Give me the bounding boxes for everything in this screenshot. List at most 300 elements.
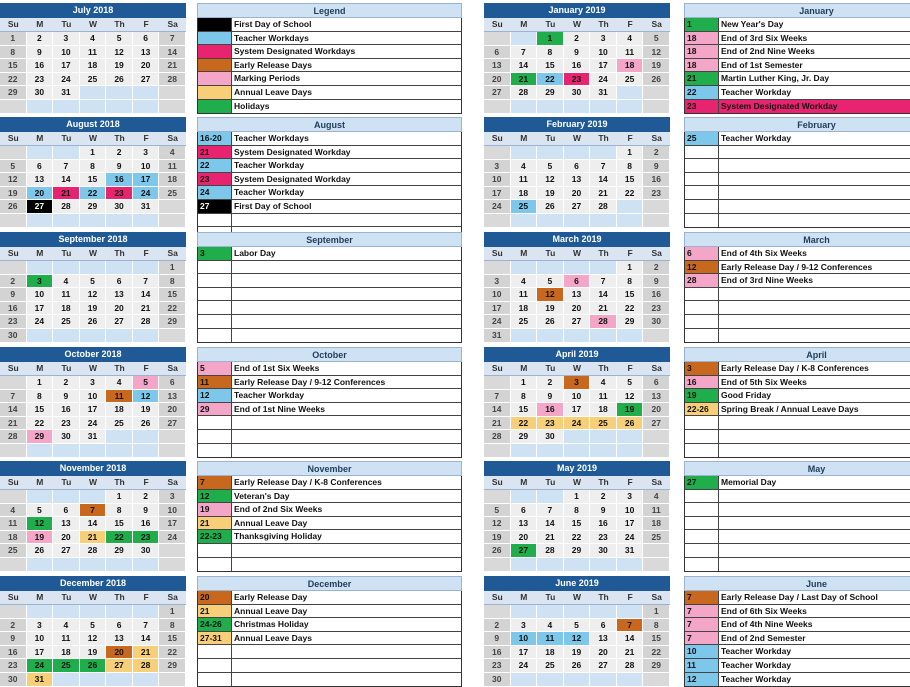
day-cell: 11	[617, 46, 644, 60]
day-cell-highlighted: 23	[564, 73, 591, 87]
event-date: 7	[198, 476, 232, 489]
day-cell: 12	[106, 46, 133, 60]
day-cell-highlighted: 21	[133, 646, 160, 660]
event-row	[685, 45, 910, 59]
day-cell: 5	[80, 619, 107, 633]
empty-day-cell	[643, 100, 670, 114]
day-cell: 16	[0, 646, 27, 660]
day-cell: 14	[80, 517, 107, 531]
weekday-label: F	[617, 476, 644, 490]
day-cell: 30	[53, 430, 80, 444]
event-row	[198, 72, 461, 86]
events-month-title: February	[684, 117, 910, 132]
event-row	[685, 159, 910, 173]
day-cell: 10	[53, 46, 80, 60]
weekday-label: M	[27, 591, 54, 605]
day-cell: 4	[80, 32, 107, 46]
day-cell: 23	[53, 417, 80, 431]
event-label: Good Friday	[721, 390, 772, 401]
day-cell: 23	[0, 659, 27, 673]
events-list	[197, 132, 462, 242]
event-row	[198, 301, 461, 315]
empty-day-cell	[511, 558, 538, 572]
event-date: 23	[685, 100, 719, 114]
day-cell: 21	[484, 417, 511, 431]
day-cell: 8	[643, 619, 670, 633]
empty-day-cell	[133, 86, 160, 100]
event-label: Teacher Workday	[721, 673, 792, 684]
weekday-label: W	[80, 362, 107, 376]
event-date: 22	[685, 86, 719, 99]
day-cell: 28	[484, 430, 511, 444]
day-cell: 9	[53, 390, 80, 404]
event-date	[685, 444, 719, 458]
event-label: Teacher Workday	[721, 659, 792, 670]
event-label	[232, 645, 461, 658]
weekday-label: Th	[106, 132, 133, 146]
day-cell: 19	[643, 59, 670, 73]
empty-day-cell	[159, 444, 186, 458]
day-cell: 15	[27, 403, 54, 417]
empty-day-cell	[133, 261, 160, 275]
empty-day-cell	[106, 100, 133, 114]
weekday-label: M	[27, 247, 54, 261]
empty-day-cell	[80, 261, 107, 275]
month-title: September 2018	[0, 232, 186, 247]
weekday-label: F	[617, 591, 644, 605]
day-cell: 31	[80, 430, 107, 444]
event-row	[198, 503, 461, 517]
day-cell: 24	[159, 531, 186, 545]
day-cell: 26	[27, 544, 54, 558]
day-cell-highlighted: 21	[511, 73, 538, 87]
month-title: April 2019	[484, 347, 670, 362]
events-panel	[197, 576, 462, 687]
day-cell: 13	[564, 288, 591, 302]
events-panel	[684, 347, 910, 458]
day-cell: 19	[0, 187, 27, 201]
day-cell: 2	[53, 376, 80, 390]
day-cell: 6	[643, 376, 670, 390]
weekday-label: Su	[484, 132, 511, 146]
day-cell: 14	[159, 46, 186, 60]
day-cell: 17	[27, 646, 54, 660]
event-label	[232, 261, 461, 274]
empty-day-cell	[643, 558, 670, 572]
empty-day-cell	[511, 100, 538, 114]
event-row	[685, 86, 910, 100]
empty-day-cell	[564, 605, 591, 619]
event-row	[198, 645, 461, 659]
weekday-label: F	[617, 362, 644, 376]
day-cell: 15	[617, 288, 644, 302]
month-calendar	[0, 347, 186, 458]
day-cell: 6	[133, 32, 160, 46]
day-cell: 23	[27, 73, 54, 87]
legend-swatch	[198, 100, 232, 114]
events-month-title: March	[684, 232, 910, 247]
event-label	[719, 544, 910, 557]
day-cell: 1	[0, 32, 27, 46]
event-label	[719, 517, 910, 530]
weekday-label: Su	[0, 362, 27, 376]
day-cell: 15	[643, 632, 670, 646]
weekday-label: Su	[0, 476, 27, 490]
day-cell: 3	[617, 490, 644, 504]
event-date: 28	[685, 274, 719, 287]
empty-day-cell	[159, 100, 186, 114]
day-cell: 3	[80, 376, 107, 390]
day-cell: 28	[159, 73, 186, 87]
day-cell: 13	[159, 390, 186, 404]
day-cell: 17	[564, 403, 591, 417]
empty-day-cell	[643, 200, 670, 214]
day-cell: 8	[159, 275, 186, 289]
empty-day-cell	[159, 430, 186, 444]
day-cell: 18	[537, 646, 564, 660]
event-row	[685, 558, 910, 572]
empty-day-cell	[106, 86, 133, 100]
day-cell: 14	[617, 632, 644, 646]
day-cell: 5	[484, 504, 511, 518]
weekday-label: Tu	[537, 247, 564, 261]
event-row	[198, 558, 461, 572]
events-month-title: August	[197, 117, 462, 132]
events-panel	[197, 347, 462, 458]
empty-day-cell	[537, 605, 564, 619]
event-label	[719, 490, 910, 503]
empty-day-cell	[617, 430, 644, 444]
day-cell: 9	[537, 390, 564, 404]
event-label	[719, 430, 910, 443]
day-grid	[0, 132, 186, 228]
month-title: January 2019	[484, 3, 670, 18]
empty-day-cell	[159, 200, 186, 214]
event-row	[198, 261, 461, 275]
event-date: 22-26	[685, 403, 719, 416]
empty-day-cell	[484, 32, 511, 46]
event-label: Memorial Day	[721, 477, 777, 487]
event-date	[198, 329, 232, 343]
weekday-label: W	[564, 18, 591, 32]
empty-day-cell	[53, 558, 80, 572]
legend-swatch	[198, 32, 232, 45]
day-cell-highlighted: 22	[80, 187, 107, 201]
event-label: End of 2nd Semester	[721, 632, 806, 643]
day-cell: 13	[511, 517, 538, 531]
day-cell: 7	[484, 390, 511, 404]
day-cell-highlighted: 23	[133, 531, 160, 545]
event-label	[719, 329, 910, 343]
day-cell: 2	[484, 619, 511, 633]
event-label	[719, 444, 910, 458]
event-label	[232, 444, 461, 458]
event-row	[685, 430, 910, 444]
weekday-label: Th	[590, 247, 617, 261]
event-date	[685, 159, 719, 172]
day-cell: 24	[80, 417, 107, 431]
day-cell: 5	[643, 32, 670, 46]
day-cell: 31	[484, 329, 511, 343]
day-cell: 10	[484, 173, 511, 187]
day-cell-highlighted: 23	[106, 187, 133, 201]
month-calendar	[0, 3, 186, 114]
day-cell-highlighted: 23	[537, 417, 564, 431]
day-cell: 25	[80, 73, 107, 87]
day-cell: 23	[590, 531, 617, 545]
weekday-label: M	[511, 362, 538, 376]
day-cell: 29	[159, 659, 186, 673]
day-cell: 14	[511, 59, 538, 73]
day-cell: 28	[80, 544, 107, 558]
event-label: End of 4th Nine Weeks	[721, 619, 813, 630]
day-cell: 6	[159, 376, 186, 390]
day-cell-highlighted: 5	[133, 376, 160, 390]
empty-day-cell	[564, 329, 591, 343]
weekday-label: Su	[484, 247, 511, 261]
event-label: Annual Leave Days	[234, 632, 312, 643]
day-cell-highlighted: 25	[590, 417, 617, 431]
day-cell: 28	[617, 659, 644, 673]
weekday-label: M	[27, 476, 54, 490]
weekday-label: F	[133, 591, 160, 605]
event-date: 29	[198, 403, 232, 416]
day-cell: 9	[564, 46, 591, 60]
day-cell: 10	[133, 160, 160, 174]
day-cell: 7	[537, 504, 564, 518]
day-cell: 15	[564, 517, 591, 531]
day-cell-highlighted: 31	[27, 673, 54, 687]
event-row	[685, 605, 910, 619]
day-cell: 18	[80, 59, 107, 73]
day-cell: 10	[159, 504, 186, 518]
month-calendar	[484, 3, 670, 114]
event-date: 7	[685, 632, 719, 645]
day-cell: 22	[617, 302, 644, 316]
day-cell: 27	[133, 73, 160, 87]
day-cell: 9	[643, 160, 670, 174]
day-cell: 2	[643, 261, 670, 275]
day-cell: 10	[617, 504, 644, 518]
day-cell-highlighted: 7	[617, 619, 644, 633]
empty-day-cell	[159, 86, 186, 100]
day-cell: 6	[590, 619, 617, 633]
day-cell: 26	[0, 200, 27, 214]
events-month-title: May	[684, 461, 910, 476]
event-label	[719, 200, 910, 213]
day-cell: 11	[53, 288, 80, 302]
weekday-label: Su	[484, 476, 511, 490]
event-row	[198, 86, 461, 100]
day-cell: 8	[617, 275, 644, 289]
day-cell: 27	[590, 659, 617, 673]
event-date: 7	[685, 618, 719, 631]
events-list	[684, 591, 910, 687]
events-list	[684, 132, 910, 228]
day-grid	[0, 476, 186, 572]
day-cell: 13	[133, 46, 160, 60]
day-cell: 16	[564, 59, 591, 73]
day-cell: 5	[106, 32, 133, 46]
event-label: End of 2nd Six Weeks	[234, 504, 323, 515]
day-cell: 19	[484, 531, 511, 545]
event-row	[685, 173, 910, 187]
event-label: Annual Leave Day	[234, 605, 308, 616]
day-cell: 12	[80, 632, 107, 646]
empty-day-cell	[0, 490, 27, 504]
empty-day-cell	[511, 32, 538, 46]
event-row	[198, 329, 461, 343]
day-cell: 1	[159, 605, 186, 619]
day-cell: 22	[0, 73, 27, 87]
weekday-label: Sa	[159, 476, 186, 490]
day-cell: 22	[159, 302, 186, 316]
weekday-label: Su	[0, 247, 27, 261]
empty-day-cell	[133, 444, 160, 458]
day-cell: 22	[27, 417, 54, 431]
day-cell: 7	[511, 46, 538, 60]
month-title: December 2018	[0, 576, 186, 591]
day-cell: 21	[617, 646, 644, 660]
day-grid	[484, 132, 670, 228]
event-label: Veteran's Day	[234, 490, 290, 501]
event-row	[685, 618, 910, 632]
weekday-label: F	[133, 362, 160, 376]
day-cell-highlighted: 20	[106, 646, 133, 660]
event-label: Martin Luther King, Jr. Day	[721, 73, 830, 84]
day-cell: 16	[590, 517, 617, 531]
day-cell: 8	[159, 619, 186, 633]
day-cell: 25	[617, 73, 644, 87]
empty-day-cell	[617, 673, 644, 687]
day-cell: 2	[133, 490, 160, 504]
event-date: 19	[198, 503, 232, 516]
day-cell: 20	[159, 403, 186, 417]
empty-day-cell	[53, 100, 80, 114]
empty-day-cell	[27, 444, 54, 458]
legend-label: Early Release Days	[232, 59, 461, 72]
empty-day-cell	[133, 329, 160, 343]
event-date: 25	[685, 132, 719, 145]
event-date: 27	[685, 476, 719, 489]
day-cell: 9	[0, 632, 27, 646]
day-cell: 17	[53, 59, 80, 73]
day-cell: 26	[537, 315, 564, 329]
empty-day-cell	[159, 544, 186, 558]
weekday-label: Sa	[643, 476, 670, 490]
event-label	[719, 186, 910, 199]
empty-day-cell	[643, 544, 670, 558]
weekday-label: F	[617, 247, 644, 261]
weekday-label: Sa	[643, 18, 670, 32]
event-row	[685, 72, 910, 86]
event-label	[719, 315, 910, 328]
day-cell: 16	[643, 173, 670, 187]
event-label	[232, 673, 461, 687]
month-title: February 2019	[484, 117, 670, 132]
event-label: Teacher Workday	[721, 86, 792, 97]
legend-swatch	[198, 45, 232, 58]
empty-day-cell	[484, 558, 511, 572]
event-date	[198, 274, 232, 287]
event-label	[719, 146, 910, 159]
event-row	[198, 591, 461, 605]
day-cell: 15	[511, 403, 538, 417]
event-date: 3	[685, 362, 719, 375]
day-cell: 2	[0, 619, 27, 633]
day-grid	[484, 591, 670, 687]
events-month-title: June	[684, 576, 910, 591]
day-cell: 20	[590, 646, 617, 660]
day-cell: 4	[511, 160, 538, 174]
weekday-label: W	[564, 591, 591, 605]
day-cell: 17	[484, 187, 511, 201]
event-date	[198, 673, 232, 687]
day-cell: 22	[643, 646, 670, 660]
empty-day-cell	[0, 376, 27, 390]
day-cell: 24	[53, 73, 80, 87]
day-cell: 12	[617, 390, 644, 404]
day-cell: 4	[106, 376, 133, 390]
day-cell: 15	[80, 173, 107, 187]
day-cell: 24	[617, 531, 644, 545]
event-date	[685, 430, 719, 443]
empty-day-cell	[511, 329, 538, 343]
day-cell: 16	[53, 403, 80, 417]
events-panel	[197, 117, 462, 242]
day-cell: 7	[159, 32, 186, 46]
events-panel	[684, 3, 910, 114]
month-calendar	[484, 117, 670, 228]
weekday-label: Tu	[537, 476, 564, 490]
day-cell: 30	[27, 86, 54, 100]
day-cell: 7	[133, 619, 160, 633]
legend-label: Marking Periods	[232, 72, 461, 85]
weekday-label: M	[511, 18, 538, 32]
day-cell: 27	[484, 86, 511, 100]
empty-day-cell	[159, 558, 186, 572]
empty-day-cell	[133, 100, 160, 114]
day-cell: 3	[27, 619, 54, 633]
event-row	[198, 274, 461, 288]
event-row	[685, 186, 910, 200]
empty-day-cell	[564, 430, 591, 444]
event-row	[685, 544, 910, 558]
empty-day-cell	[53, 444, 80, 458]
day-cell: 18	[106, 403, 133, 417]
day-cell: 27	[564, 200, 591, 214]
day-cell: 5	[537, 275, 564, 289]
empty-day-cell	[106, 605, 133, 619]
day-cell: 9	[133, 504, 160, 518]
events-panel	[684, 576, 910, 687]
month-calendar	[0, 461, 186, 572]
day-cell: 18	[590, 403, 617, 417]
day-cell: 11	[590, 390, 617, 404]
day-cell: 7	[0, 390, 27, 404]
day-cell: 28	[53, 200, 80, 214]
empty-day-cell	[0, 214, 27, 228]
event-date	[685, 558, 719, 572]
event-label: Early Release Day / 9-12 Conferences	[721, 261, 873, 272]
empty-day-cell	[564, 100, 591, 114]
day-cell: 18	[53, 646, 80, 660]
empty-day-cell	[80, 329, 107, 343]
day-cell-highlighted: 26	[617, 417, 644, 431]
event-date	[685, 315, 719, 328]
day-cell: 19	[80, 646, 107, 660]
weekday-label: Tu	[537, 591, 564, 605]
